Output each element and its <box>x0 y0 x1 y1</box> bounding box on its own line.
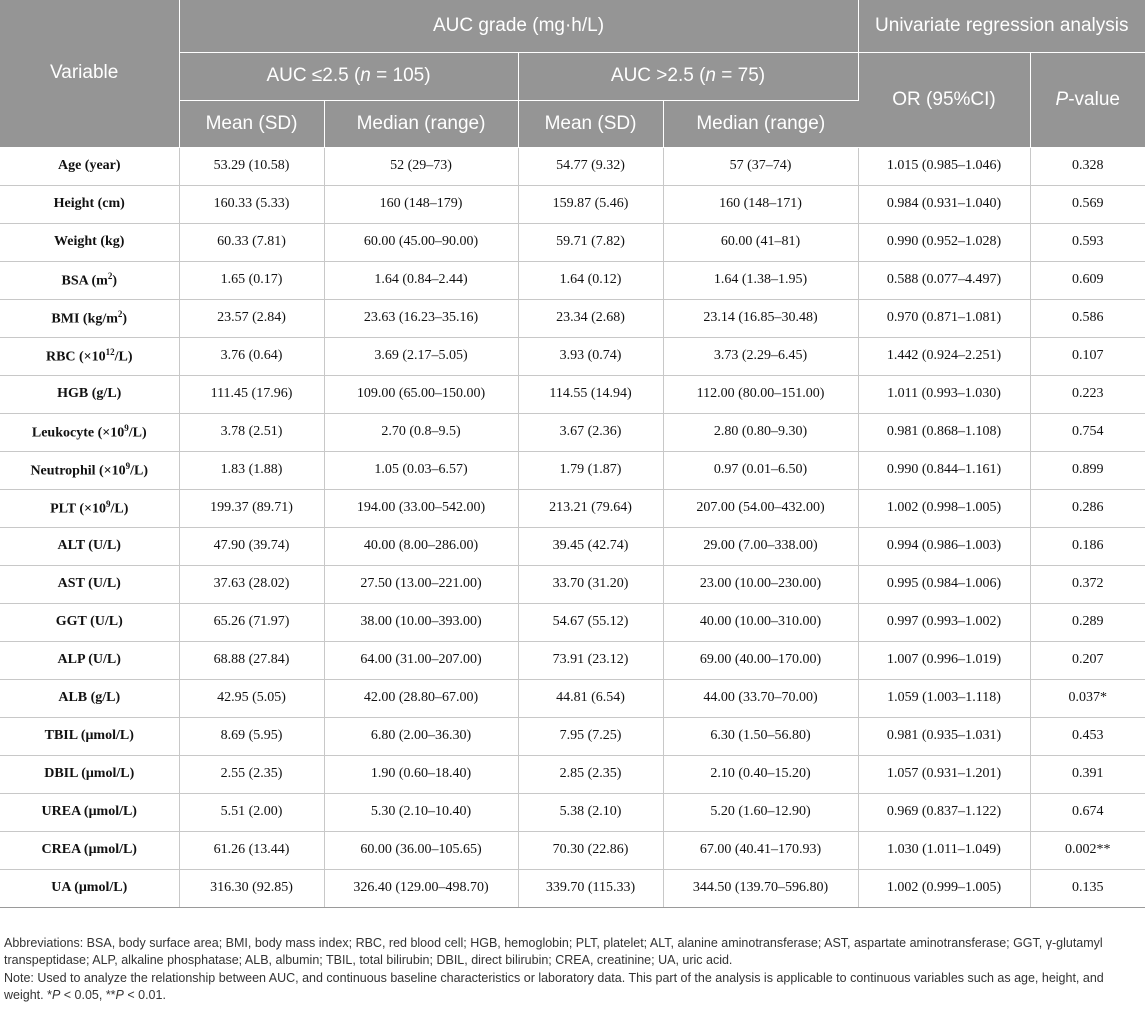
table-row <box>0 299 1145 337</box>
cell-median-range-high: 0.97 (0.01–6.50) <box>663 451 858 489</box>
cell-median-range-high: 160 (148–171) <box>663 185 858 223</box>
cell-variable: BMI $(kg/m^2)$ <box>0 299 179 337</box>
cell-p-value: 0.609 <box>1030 261 1145 299</box>
table-row <box>0 641 1145 679</box>
table-row <box>0 375 1145 413</box>
cell-or-ci: 1.015 (0.985–1.046) <box>858 147 1030 185</box>
cell-p-value: 0.754 <box>1030 413 1145 451</box>
table-row <box>0 831 1145 869</box>
cell-or-ci: 0.997 (0.993–1.002) <box>858 603 1030 641</box>
cell-variable: ALB (g/L) <box>0 679 179 717</box>
cell-p-value: 0.391 <box>1030 755 1145 793</box>
table-row <box>0 793 1145 831</box>
cell-median-range-low: 60.00 (36.00–105.65) <box>324 831 518 869</box>
cell-mean-sd-high: 3.93 (0.74) <box>518 337 663 375</box>
cell-mean-sd-high: 23.34 (2.68) <box>518 299 663 337</box>
table-row <box>0 565 1145 603</box>
table-row <box>0 451 1145 489</box>
header-group-high: AUC >2.5 (n = 75) <box>518 52 858 100</box>
cell-mean-sd-low: 316.30 (92.85) <box>179 869 324 907</box>
header-group-low: AUC ≤2.5 (n = 105) <box>179 52 518 100</box>
header-mean-sd-low: Mean (SD) <box>179 100 324 147</box>
cell-mean-sd-low: 2.55 (2.35) <box>179 755 324 793</box>
cell-variable: AST (U/L) <box>0 565 179 603</box>
cell-median-range-high: 23.14 (16.85–30.48) <box>663 299 858 337</box>
cell-variable: UREA (μmol/L) <box>0 793 179 831</box>
table-header <box>0 0 1145 147</box>
cell-median-range-high: 207.00 (54.00–432.00) <box>663 489 858 527</box>
cell-median-range-high: 57 (37–74) <box>663 147 858 185</box>
cell-variable: Age (year) <box>0 147 179 185</box>
table-row <box>0 147 1145 185</box>
cell-variable: Leukocyte $(\times 10^9/L)$ <box>0 413 179 451</box>
cell-median-range-high: 23.00 (10.00–230.00) <box>663 565 858 603</box>
cell-or-ci: 0.990 (0.844–1.161) <box>858 451 1030 489</box>
cell-or-ci: 1.030 (1.011–1.049) <box>858 831 1030 869</box>
cell-p-value: 0.223 <box>1030 375 1145 413</box>
cell-variable: Height (cm) <box>0 185 179 223</box>
cell-mean-sd-high: 59.71 (7.82) <box>518 223 663 261</box>
cell-median-range-low: 42.00 (28.80–67.00) <box>324 679 518 717</box>
cell-mean-sd-high: 114.55 (14.94) <box>518 375 663 413</box>
cell-variable: UA (μmol/L) <box>0 869 179 907</box>
cell-p-value: 0.674 <box>1030 793 1145 831</box>
cell-median-range-high: 112.00 (80.00–151.00) <box>663 375 858 413</box>
cell-or-ci: 1.002 (0.999–1.005) <box>858 869 1030 907</box>
cell-or-ci: 1.442 (0.924–2.251) <box>858 337 1030 375</box>
cell-median-range-low: 109.00 (65.00–150.00) <box>324 375 518 413</box>
header-mean-sd-high: Mean (SD) <box>518 100 663 147</box>
table-body <box>0 147 1145 907</box>
cell-p-value: 0.586 <box>1030 299 1145 337</box>
cell-mean-sd-low: 111.45 (17.96) <box>179 375 324 413</box>
cell-variable: DBIL (μmol/L) <box>0 755 179 793</box>
cell-median-range-low: 1.64 (0.84–2.44) <box>324 261 518 299</box>
cell-median-range-low: 52 (29–73) <box>324 147 518 185</box>
cell-mean-sd-low: 53.29 (10.58) <box>179 147 324 185</box>
cell-or-ci: 0.990 (0.952–1.028) <box>858 223 1030 261</box>
cell-mean-sd-high: 54.67 (55.12) <box>518 603 663 641</box>
header-or-ci: OR (95%CI) <box>858 52 1030 147</box>
significance-note: Note: Used to analyze the relationship between AUC, and continuous baseline characteristics or laboratory data. This part of the analysis is applicable to continuous variables such as age, height, and weight. *P < 0.05, **P < 0.01. <box>4 971 1104 1002</box>
abbreviations-note: Abbreviations: BSA, body surface area; BMI, body mass index; RBC, red blood cell; HGB, hemoglobin; PLT, platelet; ALT, alanine aminotransferase; AST, aspartate aminotransferase; GGT, γ-glutamyl transpeptidase; ALP, alkaline phosphatase; ALB, albumin; TBIL, total bilirubin; DBIL, direct bilirubin; CREA, creatinine; UA, uric acid. <box>4 936 1103 967</box>
cell-mean-sd-low: 60.33 (7.81) <box>179 223 324 261</box>
cell-median-range-high: 344.50 (139.70–596.80) <box>663 869 858 907</box>
cell-variable: TBIL (μmol/L) <box>0 717 179 755</box>
cell-mean-sd-high: 5.38 (2.10) <box>518 793 663 831</box>
footnotes <box>4 935 1142 1005</box>
table-row <box>0 185 1145 223</box>
cell-or-ci: 1.011 (0.993–1.030) <box>858 375 1030 413</box>
cell-median-range-low: 1.90 (0.60–18.40) <box>324 755 518 793</box>
cell-p-value: 0.453 <box>1030 717 1145 755</box>
cell-mean-sd-high: 1.64 (0.12) <box>518 261 663 299</box>
cell-mean-sd-high: 33.70 (31.20) <box>518 565 663 603</box>
cell-p-value: 0.037* <box>1030 679 1145 717</box>
cell-variable: RBC $(\times 10^{12}/L)$ <box>0 337 179 375</box>
cell-or-ci: 0.969 (0.837–1.122) <box>858 793 1030 831</box>
cell-mean-sd-high: 54.77 (9.32) <box>518 147 663 185</box>
cell-mean-sd-low: 5.51 (2.00) <box>179 793 324 831</box>
cell-median-range-high: 2.10 (0.40–15.20) <box>663 755 858 793</box>
header-variable: Variable <box>0 0 179 147</box>
cell-p-value: 0.899 <box>1030 451 1145 489</box>
cell-p-value: 0.289 <box>1030 603 1145 641</box>
cell-median-range-low: 326.40 (129.00–498.70) <box>324 869 518 907</box>
cell-p-value: 0.328 <box>1030 147 1145 185</box>
cell-mean-sd-high: 3.67 (2.36) <box>518 413 663 451</box>
cell-variable: PLT $(\times 10^9/L)$ <box>0 489 179 527</box>
cell-p-value: 0.593 <box>1030 223 1145 261</box>
cell-variable: HGB (g/L) <box>0 375 179 413</box>
table-row <box>0 603 1145 641</box>
cell-mean-sd-high: 39.45 (42.74) <box>518 527 663 565</box>
cell-median-range-low: 160 (148–179) <box>324 185 518 223</box>
cell-mean-sd-low: 3.76 (0.64) <box>179 337 324 375</box>
cell-median-range-low: 40.00 (8.00–286.00) <box>324 527 518 565</box>
cell-mean-sd-high: 1.79 (1.87) <box>518 451 663 489</box>
table-row <box>0 527 1145 565</box>
cell-variable: Neutrophil $(\times 10^9/L)$ <box>0 451 179 489</box>
cell-variable: ALP (U/L) <box>0 641 179 679</box>
cell-mean-sd-low: 65.26 (71.97) <box>179 603 324 641</box>
cell-median-range-high: 40.00 (10.00–310.00) <box>663 603 858 641</box>
header-median-range-low: Median (range) <box>324 100 518 147</box>
table-row <box>0 489 1145 527</box>
cell-mean-sd-low: 37.63 (28.02) <box>179 565 324 603</box>
cell-median-range-low: 60.00 (45.00–90.00) <box>324 223 518 261</box>
cell-variable: BSA $(m^2)$ <box>0 261 179 299</box>
cell-variable: ALT (U/L) <box>0 527 179 565</box>
table-row <box>0 223 1145 261</box>
cell-p-value: 0.002** <box>1030 831 1145 869</box>
cell-mean-sd-low: 47.90 (39.74) <box>179 527 324 565</box>
cell-or-ci: 0.984 (0.931–1.040) <box>858 185 1030 223</box>
cell-median-range-high: 67.00 (40.41–170.93) <box>663 831 858 869</box>
cell-mean-sd-high: 213.21 (79.64) <box>518 489 663 527</box>
cell-median-range-low: 64.00 (31.00–207.00) <box>324 641 518 679</box>
cell-mean-sd-high: 339.70 (115.33) <box>518 869 663 907</box>
cell-variable: CREA (μmol/L) <box>0 831 179 869</box>
cell-p-value: 0.372 <box>1030 565 1145 603</box>
cell-or-ci: 0.981 (0.935–1.031) <box>858 717 1030 755</box>
cell-mean-sd-low: 68.88 (27.84) <box>179 641 324 679</box>
cell-p-value: 0.186 <box>1030 527 1145 565</box>
cell-p-value: 0.286 <box>1030 489 1145 527</box>
cell-mean-sd-low: 1.83 (1.88) <box>179 451 324 489</box>
cell-or-ci: 0.588 (0.077–4.497) <box>858 261 1030 299</box>
cell-median-range-high: 29.00 (7.00–338.00) <box>663 527 858 565</box>
cell-median-range-low: 5.30 (2.10–10.40) <box>324 793 518 831</box>
cell-or-ci: 0.981 (0.868–1.108) <box>858 413 1030 451</box>
table-row <box>0 869 1145 907</box>
cell-median-range-low: 23.63 (16.23–35.16) <box>324 299 518 337</box>
cell-p-value: 0.569 <box>1030 185 1145 223</box>
cell-median-range-low: 1.05 (0.03–6.57) <box>324 451 518 489</box>
header-auc-grade: AUC grade (mg·h/L) <box>179 0 858 52</box>
cell-median-range-low: 38.00 (10.00–393.00) <box>324 603 518 641</box>
cell-median-range-low: 27.50 (13.00–221.00) <box>324 565 518 603</box>
cell-mean-sd-low: 8.69 (5.95) <box>179 717 324 755</box>
cell-mean-sd-low: 61.26 (13.44) <box>179 831 324 869</box>
header-p-value: P-value <box>1030 52 1145 147</box>
cell-p-value: 0.107 <box>1030 337 1145 375</box>
cell-mean-sd-high: 7.95 (7.25) <box>518 717 663 755</box>
table-row <box>0 261 1145 299</box>
table-row <box>0 679 1145 717</box>
cell-or-ci: 1.059 (1.003–1.118) <box>858 679 1030 717</box>
cell-mean-sd-low: 160.33 (5.33) <box>179 185 324 223</box>
cell-mean-sd-high: 159.87 (5.46) <box>518 185 663 223</box>
cell-or-ci: 1.007 (0.996–1.019) <box>858 641 1030 679</box>
cell-or-ci: 0.994 (0.986–1.003) <box>858 527 1030 565</box>
cell-or-ci: 1.057 (0.931–1.201) <box>858 755 1030 793</box>
cell-variable: Weight (kg) <box>0 223 179 261</box>
cell-median-range-low: 2.70 (0.8–9.5) <box>324 413 518 451</box>
cell-or-ci: 1.002 (0.998–1.005) <box>858 489 1030 527</box>
cell-p-value: 0.207 <box>1030 641 1145 679</box>
cell-mean-sd-low: 3.78 (2.51) <box>179 413 324 451</box>
cell-median-range-high: 44.00 (33.70–70.00) <box>663 679 858 717</box>
cell-mean-sd-high: 70.30 (22.86) <box>518 831 663 869</box>
cell-mean-sd-low: 23.57 (2.84) <box>179 299 324 337</box>
cell-mean-sd-low: 1.65 (0.17) <box>179 261 324 299</box>
cell-median-range-high: 5.20 (1.60–12.90) <box>663 793 858 831</box>
cell-median-range-high: 2.80 (0.80–9.30) <box>663 413 858 451</box>
cell-mean-sd-high: 44.81 (6.54) <box>518 679 663 717</box>
cell-or-ci: 0.995 (0.984–1.006) <box>858 565 1030 603</box>
cell-or-ci: 0.970 (0.871–1.081) <box>858 299 1030 337</box>
header-univariate: Univariate regression analysis <box>858 0 1145 52</box>
table-row <box>0 755 1145 793</box>
cell-mean-sd-high: 73.91 (23.12) <box>518 641 663 679</box>
cell-median-range-high: 60.00 (41–81) <box>663 223 858 261</box>
cell-p-value: 0.135 <box>1030 869 1145 907</box>
cell-median-range-low: 3.69 (2.17–5.05) <box>324 337 518 375</box>
header-median-range-high: Median (range) <box>663 100 858 147</box>
cell-mean-sd-high: 2.85 (2.35) <box>518 755 663 793</box>
cell-variable: GGT (U/L) <box>0 603 179 641</box>
cell-median-range-low: 6.80 (2.00–36.30) <box>324 717 518 755</box>
cell-mean-sd-low: 42.95 (5.05) <box>179 679 324 717</box>
cell-median-range-high: 69.00 (40.00–170.00) <box>663 641 858 679</box>
cell-median-range-high: 1.64 (1.38–1.95) <box>663 261 858 299</box>
table-row <box>0 337 1145 375</box>
cell-median-range-high: 3.73 (2.29–6.45) <box>663 337 858 375</box>
cell-median-range-high: 6.30 (1.50–56.80) <box>663 717 858 755</box>
table-row <box>0 413 1145 451</box>
cell-median-range-low: 194.00 (33.00–542.00) <box>324 489 518 527</box>
cell-mean-sd-low: 199.37 (89.71) <box>179 489 324 527</box>
table-row <box>0 717 1145 755</box>
